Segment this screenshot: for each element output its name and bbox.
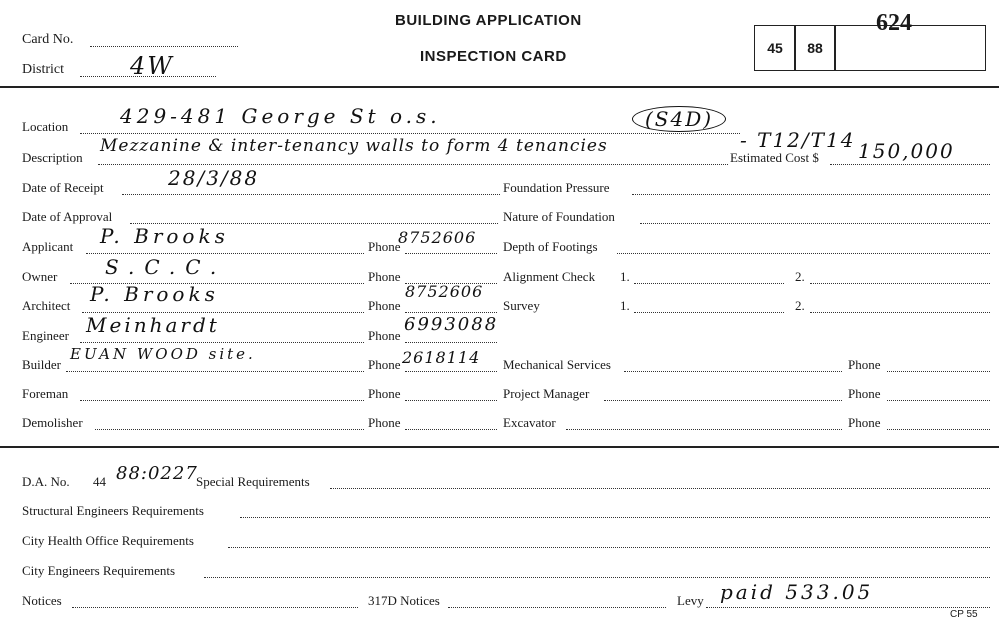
survey-field-2[interactable]: [810, 312, 990, 313]
project-manager-phone-label: Phone: [848, 386, 881, 401]
location-note: (S4D): [632, 106, 726, 132]
mechanical-phone-label: Phone: [848, 357, 881, 372]
depth-footings-label: Depth of Footings: [503, 239, 598, 254]
date-receipt-value: 28/3/88: [168, 166, 260, 190]
levy-field[interactable]: [706, 607, 990, 608]
levy-value: paid 533.05: [720, 580, 874, 604]
applicant-label: Applicant: [22, 239, 74, 254]
year-box-2: [794, 25, 836, 71]
foreman-field[interactable]: [80, 400, 364, 401]
da-label: D.A. No.: [22, 474, 70, 489]
nature-foundation-label: Nature of Foundation: [503, 209, 615, 224]
owner-label: Owner: [22, 269, 58, 284]
title-line2: INSPECTION CARD: [420, 48, 567, 65]
architect-label: Architect: [22, 298, 71, 313]
owner-phone-label: Phone: [368, 269, 401, 284]
levy-label: Levy: [677, 593, 704, 608]
health-field[interactable]: [228, 547, 990, 548]
nature-foundation-field[interactable]: [640, 223, 990, 224]
title-line1: BUILDING APPLICATION: [395, 12, 582, 29]
alignment-field-1[interactable]: [634, 283, 784, 284]
engineer-phone: 6993088: [404, 314, 499, 335]
engineer-field[interactable]: [80, 342, 364, 343]
year-box-1: [754, 25, 796, 71]
architect-phone-label: Phone: [368, 298, 401, 313]
builder-phone-field[interactable]: [405, 371, 497, 372]
project-manager-field[interactable]: [604, 400, 842, 401]
builder-phone-label: Phone: [368, 357, 401, 372]
survey-num1: 1.: [620, 298, 630, 313]
engineer-label: Engineer: [22, 328, 69, 343]
foundation-pressure-field[interactable]: [632, 194, 990, 195]
architect-phone-field[interactable]: [405, 312, 497, 313]
demolisher-field[interactable]: [95, 429, 364, 430]
city-eng-field[interactable]: [204, 577, 990, 578]
applicant-field[interactable]: [86, 253, 364, 254]
excavator-label: Excavator: [503, 415, 556, 430]
alignment-check-label: Alignment Check: [503, 269, 596, 284]
project-manager-phone-field[interactable]: [887, 400, 990, 401]
estimated-cost-value: 150,000: [858, 139, 955, 163]
builder-field[interactable]: [66, 371, 364, 372]
notices-field[interactable]: [72, 607, 358, 608]
mechanical-phone-field[interactable]: [887, 371, 990, 372]
depth-footings-field[interactable]: [617, 253, 990, 254]
architect-phone: 8752606: [405, 282, 484, 301]
district-value: 4W: [130, 52, 174, 80]
builder-label: Builder: [22, 357, 61, 372]
card-no-field[interactable]: [90, 46, 238, 47]
excavator-phone-field[interactable]: [887, 429, 990, 430]
structural-label: Structural Engineers Requirements: [22, 503, 204, 518]
foreman-phone-field[interactable]: [405, 400, 497, 401]
excavator-phone-label: Phone: [848, 415, 881, 430]
estimated-cost-label: Estimated Cost $: [730, 150, 819, 165]
notices-317d-label: 317D Notices: [368, 593, 440, 608]
description-value: Mezzanine & inter-tenancy walls to form 4 tenancies: [100, 136, 608, 156]
card-number: 624: [876, 10, 912, 36]
description-label: Description: [22, 150, 83, 165]
city-eng-label: City Engineers Requirements: [22, 563, 176, 578]
year-box-1-value: 45: [767, 40, 783, 56]
structural-field[interactable]: [240, 517, 990, 518]
foreman-phone-label: Phone: [368, 386, 401, 401]
project-manager-label: Project Manager: [503, 386, 590, 401]
foreman-label: Foreman: [22, 386, 69, 401]
survey-num2: 2.: [795, 298, 805, 313]
da-prefix: 44: [93, 474, 106, 489]
demolisher-phone-field[interactable]: [405, 429, 497, 430]
header-divider: [0, 86, 999, 88]
section-divider: [0, 446, 999, 448]
card-no-label: Card No.: [22, 32, 74, 47]
engineer-value: Meinhardt: [86, 313, 220, 337]
applicant-phone-field[interactable]: [405, 253, 497, 254]
architect-value: P. Brooks: [90, 282, 219, 306]
applicant-value: P. Brooks: [100, 224, 229, 248]
notices-label: Notices: [22, 593, 62, 608]
survey-label: Survey: [503, 298, 540, 313]
survey-field-1[interactable]: [634, 312, 784, 313]
mechanical-field[interactable]: [624, 371, 842, 372]
applicant-phone: 8752606: [398, 228, 477, 247]
builder-phone: 2618114: [402, 348, 481, 367]
estimated-cost-field[interactable]: [830, 164, 990, 165]
date-receipt-field[interactable]: [122, 194, 500, 195]
date-approval-label: Date of Approval: [22, 209, 113, 224]
engineer-phone-label: Phone: [368, 328, 401, 343]
owner-value: S.C.C.: [105, 255, 227, 279]
district-label: District: [22, 62, 64, 77]
foundation-pressure-label: Foundation Pressure: [503, 180, 610, 195]
demolisher-label: Demolisher: [22, 415, 83, 430]
description-field[interactable]: [98, 164, 728, 165]
engineer-phone-field[interactable]: [405, 342, 497, 343]
alignment-field-2[interactable]: [810, 283, 990, 284]
mechanical-label: Mechanical Services: [503, 357, 611, 372]
builder-value: EUAN WOOD site.: [70, 345, 256, 363]
excavator-field[interactable]: [566, 429, 842, 430]
special-req-label: Special Requirements: [196, 474, 310, 489]
date-receipt-label: Date of Receipt: [22, 180, 104, 195]
notices-317d-field[interactable]: [448, 607, 666, 608]
form-code: CP 55: [950, 609, 978, 620]
da-value: 88:0227: [116, 463, 198, 484]
location-label: Location: [22, 119, 69, 134]
special-req-field[interactable]: [330, 488, 990, 489]
health-label: City Health Office Requirements: [22, 533, 194, 548]
location-field[interactable]: [80, 133, 740, 134]
demolisher-phone-label: Phone: [368, 415, 401, 430]
year-box-2-value: 88: [807, 40, 823, 56]
applicant-phone-label: Phone: [368, 239, 401, 254]
alignment-num1: 1.: [620, 269, 630, 284]
location-value: 429-481 George St o.s.: [120, 104, 441, 128]
alignment-num2: 2.: [795, 269, 805, 284]
description-suffix: - T12/T14: [740, 128, 856, 152]
